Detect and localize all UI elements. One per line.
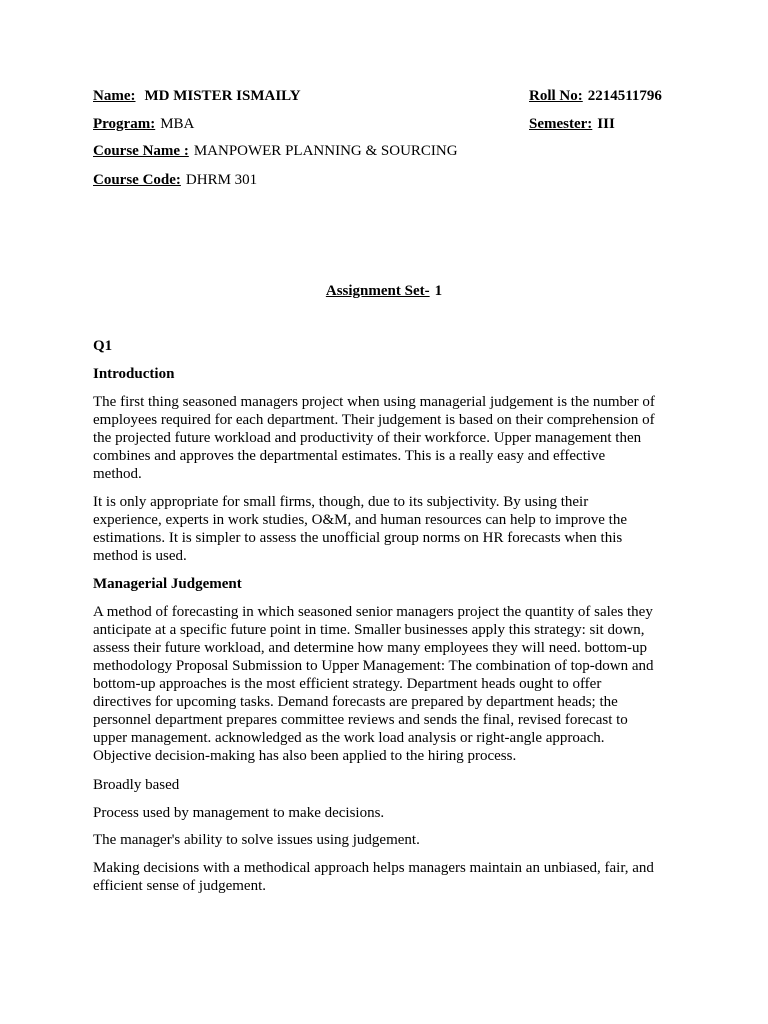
- managerial-judgement-paragraph: [93, 603, 654, 765]
- question-heading: Q1: [93, 338, 113, 354]
- name-label: Name:: [93, 88, 136, 104]
- program-field: [93, 115, 194, 133]
- statement-manager-ability: The manager's ability to solve issues using judgement.: [93, 832, 420, 848]
- paragraph-line: Objective decision-making has also been applied to the hiring process.: [93, 748, 517, 764]
- roll-number-value: 2214511796: [587, 88, 662, 104]
- paragraph-line: Making decisions with a methodical approach helps managers maintain an unbiased, fair, and: [93, 860, 654, 876]
- paragraph-line: bottom-up approaches is the most efficient strategy. Department heads ought to offer: [93, 676, 602, 692]
- name-value: MD MISTER ISMAILY: [144, 88, 301, 104]
- paragraph-line: It is only appropriate for small firms, though, due to its subjectivity. By using their: [93, 494, 589, 510]
- semester-label: Semester:: [529, 116, 593, 132]
- semester-value: III: [597, 116, 615, 132]
- paragraph-line: A method of forecasting in which seasoned senior managers project the quantity of sales they: [93, 604, 653, 620]
- statement-management-process: Process used by management to make decisions.: [93, 805, 385, 821]
- paragraph-line: upper management. acknowledged as the work load analysis or right-angle approach.: [93, 730, 605, 746]
- course-name-label: Course Name :: [93, 143, 189, 159]
- introduction-paragraph-1: [93, 393, 655, 483]
- paragraph-line: anticipate at a specific future point in time. Smaller businesses apply this strategy: sit down,: [93, 622, 645, 638]
- paragraph-line: assess their future workload, and determine how many employees they will need. bottom-up: [93, 640, 648, 656]
- paragraph-line: the projected future workload and productivity of their workforce. Upper management then: [93, 430, 642, 446]
- semester-field: [529, 115, 615, 133]
- introduction-paragraph-2: [93, 493, 627, 565]
- assignment-title: [0, 282, 768, 300]
- course-name-field: [93, 142, 458, 160]
- paragraph-line: employees required for each department. Their judgement is based on their comprehension of: [93, 412, 655, 428]
- roll-number-field: [529, 87, 662, 105]
- course-code-field: [93, 171, 257, 189]
- paragraph-line: method is used.: [93, 548, 187, 564]
- assignment-number: 1: [434, 283, 443, 299]
- name-field: [93, 87, 301, 105]
- paragraph-line: efficient sense of judgement.: [93, 878, 266, 894]
- paragraph-line: method.: [93, 466, 142, 482]
- paragraph-line: experience, experts in work studies, O&M, and human resources can help to improve the: [93, 512, 628, 528]
- course-name-value: MANPOWER PLANNING & SOURCING: [193, 143, 458, 159]
- paragraph-line: estimations. It is simpler to assess the unofficial group norms on HR forecasts when this: [93, 530, 623, 546]
- introduction-heading: Introduction: [93, 366, 175, 382]
- course-code-label: Course Code:: [93, 172, 181, 188]
- statement-broadly-based: Broadly based: [93, 777, 180, 793]
- paragraph-line: methodology Proposal Submission to Upper Management: The combination of top-down and: [93, 658, 654, 674]
- program-label: Program:: [93, 116, 156, 132]
- managerial-judgement-heading: Managerial Judgement: [93, 576, 242, 592]
- roll-number-label: Roll No:: [529, 88, 583, 104]
- paragraph-line: personnel department prepares committee reviews and sends the final, revised forecast to: [93, 712, 628, 728]
- course-code-value: DHRM 301: [185, 172, 258, 188]
- paragraph-line: combines and approves the departmental estimates. This is a really easy and effective: [93, 448, 606, 464]
- paragraph-line: The first thing seasoned managers project when using managerial judgement is the number of: [93, 394, 655, 410]
- program-value: MBA: [160, 116, 195, 132]
- assignment-label: Assignment Set-: [325, 283, 430, 299]
- closing-paragraph: [93, 859, 654, 895]
- paragraph-line: directives for upcoming tasks. Demand forecasts are prepared by department heads; the: [93, 694, 618, 710]
